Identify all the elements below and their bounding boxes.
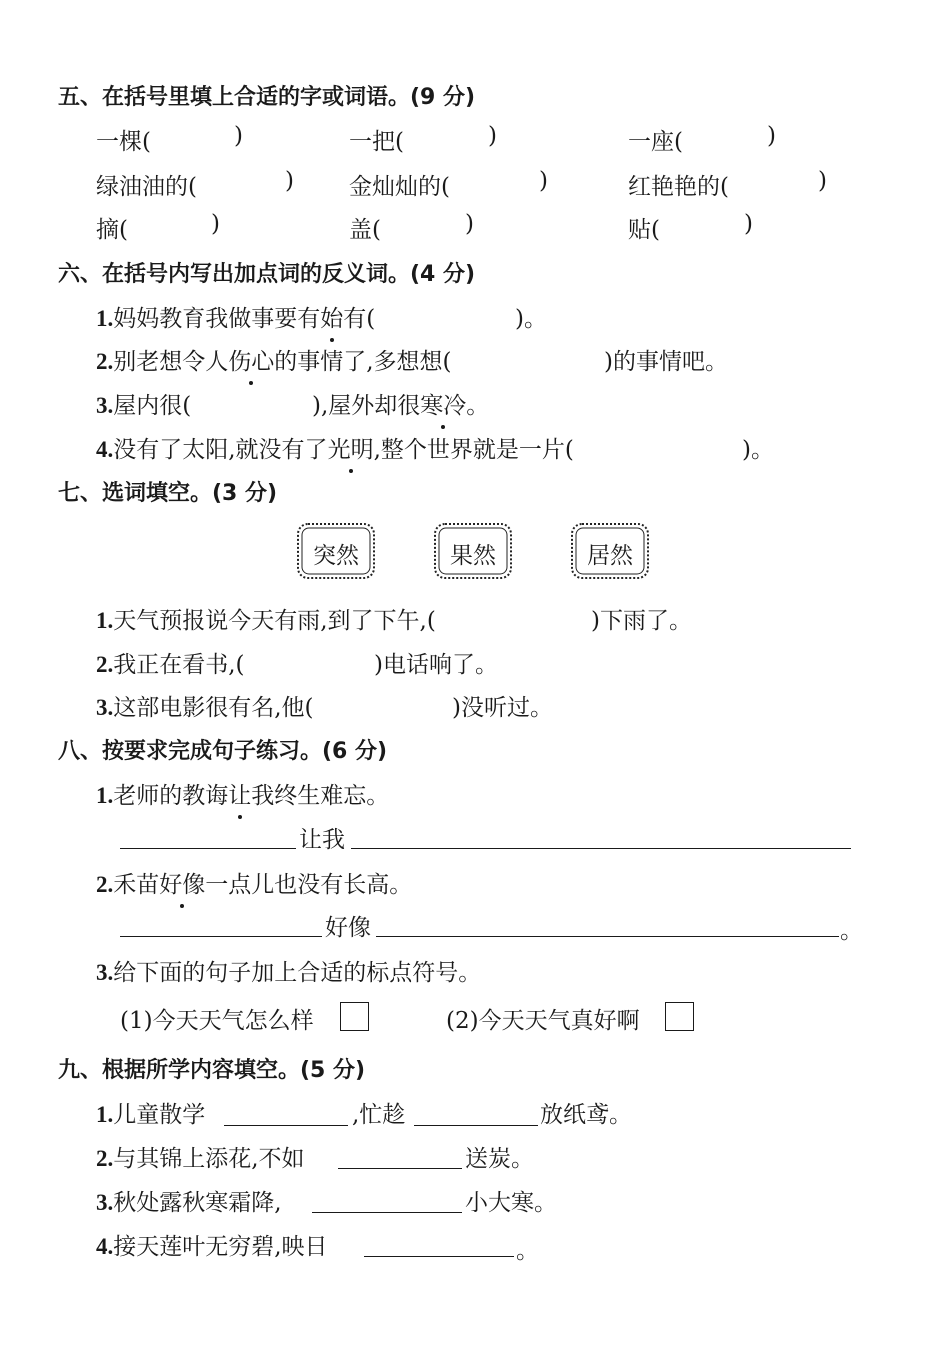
question-9-4: 4.接天莲叶无穷碧,映日 (96, 1234, 328, 1260)
punctuation-box[interactable] (665, 1002, 694, 1031)
question-6-1: 1.妈妈教育我做事要有始有( (96, 300, 375, 333)
fill-item: 盖( (349, 217, 381, 243)
answer-line[interactable] (376, 936, 839, 937)
question-9-3-end: 小大寒。 (465, 1190, 557, 1216)
sentence-connector: 让我 (299, 827, 345, 853)
word-option: 居然 (587, 543, 633, 569)
section-5-title: 五、在括号里填上合适的字或词语。(9 分) (58, 85, 476, 110)
punct-sentence-1: (1)今天天气怎么样 (120, 1008, 314, 1034)
answer-line[interactable] (120, 936, 322, 937)
fill-item-close: ) (818, 168, 827, 194)
word-option: 突然 (313, 543, 359, 569)
question-7-1-rest: )下雨了。 (591, 608, 692, 634)
question-6-4: 4.没有了太阳,就没有了光明,整个世界就是一片( (96, 431, 574, 464)
fill-item-close: ) (211, 211, 220, 237)
question-9-2-end: 送炭。 (465, 1146, 534, 1172)
question-7-2-rest: )电话响了。 (374, 652, 498, 678)
fill-item-close: ) (539, 168, 548, 194)
fill-item-close: ) (234, 123, 243, 149)
fill-item-close: ) (465, 211, 474, 237)
fill-item: 红艳艳的( (628, 174, 729, 200)
answer-line[interactable] (414, 1125, 538, 1126)
question-9-1: 1.儿童散学 (96, 1102, 206, 1128)
word-option-frame (432, 521, 514, 581)
answer-line[interactable] (312, 1212, 462, 1213)
section-7-title: 七、选词填空。(3 分) (58, 481, 278, 506)
fill-item: 一棵( (96, 129, 151, 155)
fill-item: 摘( (96, 217, 128, 243)
question-7-1: 1.天气预报说今天有雨,到了下午,( (96, 608, 436, 634)
fill-item: 金灿灿的( (349, 174, 450, 200)
fill-item-close: ) (488, 123, 497, 149)
punctuation-box[interactable] (340, 1002, 369, 1031)
answer-line[interactable] (338, 1168, 462, 1169)
fill-item-close: ) (285, 168, 294, 194)
question-9-1-end: 放纸鸢。 (540, 1102, 632, 1128)
question-6-3-rest: ),屋外却很寒冷。 (312, 387, 489, 420)
paren-close: )。 (515, 306, 547, 332)
word-option-frame (569, 521, 651, 581)
question-7-3: 3.这部电影很有名,他( (96, 695, 314, 721)
word-option-frame (295, 521, 377, 581)
question-6-2: 2.别老想令人伤心的事情了,多想想( (96, 343, 452, 376)
section-6-title: 六、在括号内写出加点词的反义词。(4 分) (58, 262, 476, 287)
question-8-3: 3.给下面的句子加上合适的标点符号。 (96, 960, 482, 986)
question-9-4-end: 。 (516, 1238, 539, 1264)
question-9-2: 2.与其锦上添花,不如 (96, 1146, 305, 1172)
fill-item-close: ) (744, 211, 753, 237)
answer-line[interactable] (351, 848, 851, 849)
punct-sentence-2: (2)今天天气真好啊 (446, 1008, 640, 1034)
fill-item: 绿油油的( (96, 174, 197, 200)
fill-item: 一座( (628, 129, 683, 155)
section-8-title: 八、按要求完成句子练习。(6 分) (58, 739, 388, 764)
question-8-1: 1.老师的教诲让我终生难忘。 (96, 777, 389, 810)
fill-item: 贴( (628, 217, 660, 243)
section-9-title: 九、根据所学内容填空。(5 分) (58, 1058, 366, 1083)
answer-line[interactable] (120, 848, 296, 849)
question-9-1-mid: ,忙趁 (352, 1102, 406, 1128)
sentence-end: 。 (840, 918, 863, 944)
fill-item: 一把( (349, 129, 404, 155)
answer-line[interactable] (364, 1256, 514, 1257)
question-6-3: 3.屋内很( (96, 393, 192, 419)
sentence-connector: 好像 (325, 915, 371, 941)
paren-close: )的事情吧。 (604, 349, 728, 375)
question-7-2: 2.我正在看书,( (96, 652, 245, 678)
question-8-2: 2.禾苗好像一点儿也没有长高。 (96, 866, 412, 899)
word-option: 果然 (450, 543, 496, 569)
question-7-3-rest: )没听过。 (452, 695, 553, 721)
answer-line[interactable] (224, 1125, 348, 1126)
fill-item-close: ) (767, 123, 776, 149)
paren-close: )。 (742, 437, 774, 463)
question-9-3: 3.秋处露秋寒霜降, (96, 1190, 282, 1216)
